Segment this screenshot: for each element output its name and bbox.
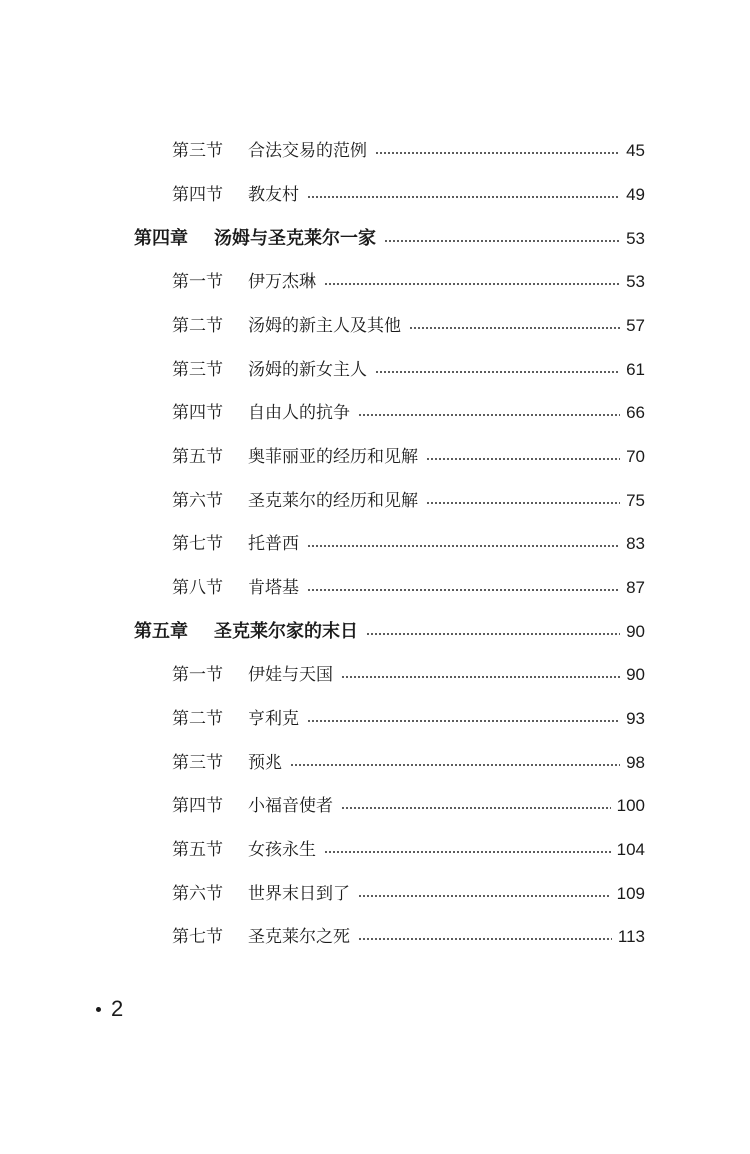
toc-section-label: 第七节 [172, 927, 223, 947]
dot-leader [366, 633, 620, 635]
toc-page-number: 75 [626, 491, 645, 510]
toc-section-title: 圣克莱尔的经历和见解 [248, 491, 418, 511]
toc-page-number: 90 [626, 665, 645, 684]
toc-section-label: 第七节 [172, 534, 223, 554]
toc-page-number: 104 [616, 840, 645, 859]
toc-chapter-label: 第四章 [134, 228, 188, 249]
toc-page-number: 83 [626, 534, 645, 553]
dot-leader [307, 545, 620, 547]
toc-entry-section [172, 180, 645, 210]
toc-section-label: 第六节 [172, 884, 223, 904]
toc-page-number: 100 [616, 796, 645, 815]
dot-leader [324, 283, 620, 285]
toc-section-title: 奥菲丽亚的经历和见解 [248, 447, 418, 467]
dot-leader [358, 414, 620, 416]
toc-entry-section [172, 922, 645, 952]
toc-section-label: 第五节 [172, 447, 223, 467]
toc-entry-section [172, 879, 645, 909]
dot-leader [307, 196, 620, 198]
toc-section-title: 教友村 [248, 185, 299, 205]
dot-leader [358, 938, 612, 940]
toc-page-number: 53 [626, 272, 645, 291]
toc-entry-section [172, 660, 645, 690]
dot-leader [409, 327, 620, 329]
toc-section-title: 托普西 [248, 534, 299, 554]
toc-section-title: 女孩永生 [248, 840, 316, 860]
toc-section-label: 第八节 [172, 578, 223, 598]
toc-page-number: 57 [626, 316, 645, 335]
toc-section-title: 圣克莱尔之死 [248, 927, 350, 947]
dot-leader [307, 720, 620, 722]
toc-page-number: 87 [626, 578, 645, 597]
toc-entry-section [172, 311, 645, 341]
toc-page-number: 49 [626, 185, 645, 204]
toc-section-title: 汤姆的新主人及其他 [248, 316, 401, 336]
toc-entry-section [172, 835, 645, 865]
dot-leader [358, 895, 611, 897]
toc-entry-section [172, 748, 645, 778]
dot-leader [324, 851, 611, 853]
dot-leader [307, 589, 620, 591]
toc-page-number: 93 [626, 709, 645, 728]
toc-section-title: 伊娃与天国 [248, 665, 333, 685]
toc-section-label: 第三节 [172, 753, 223, 773]
dot-leader [384, 240, 620, 242]
toc-section-label: 第四节 [172, 185, 223, 205]
dot-leader [426, 458, 620, 460]
dot-leader [375, 371, 620, 373]
toc-page-number: 53 [626, 229, 645, 248]
page-folio [96, 996, 123, 1022]
toc-section-title: 合法交易的范例 [248, 141, 367, 161]
toc-chapter-title: 汤姆与圣克莱尔一家 [214, 228, 376, 249]
toc-entry-section [172, 398, 645, 428]
toc-entry-section [172, 704, 645, 734]
toc-entry-section [172, 573, 645, 603]
toc-page-number: 109 [616, 884, 645, 903]
toc-section-label: 第一节 [172, 665, 223, 685]
toc-entry-chapter [134, 617, 645, 647]
toc-page-number: 66 [626, 403, 645, 422]
toc-chapter-title: 圣克莱尔家的末日 [214, 621, 358, 642]
bullet-dot-icon [96, 1007, 101, 1012]
toc-section-label: 第二节 [172, 709, 223, 729]
toc-page-number: 113 [617, 927, 645, 946]
toc-section-label: 第五节 [172, 840, 223, 860]
toc-section-label: 第四节 [172, 403, 223, 423]
toc-section-title: 肯塔基 [248, 578, 299, 598]
toc-entry-section [172, 136, 645, 166]
folio-number: 2 [111, 996, 124, 1021]
dot-leader [341, 676, 620, 678]
toc-page-number: 98 [626, 753, 645, 772]
toc-entry-section [172, 442, 645, 472]
toc-section-title: 汤姆的新女主人 [248, 360, 367, 380]
toc-entry-chapter [134, 224, 645, 254]
toc-page-number: 45 [626, 141, 645, 160]
toc-page-number: 70 [626, 447, 645, 466]
dot-leader [341, 807, 611, 809]
toc-section-title: 自由人的抗争 [248, 403, 350, 423]
toc-section-label: 第一节 [172, 272, 223, 292]
toc-entry-section [172, 529, 645, 559]
dot-leader [426, 502, 620, 504]
toc-entry-section [172, 486, 645, 516]
toc-section-title: 亨利克 [248, 709, 299, 729]
toc-entry-section [172, 267, 645, 297]
toc-section-label: 第六节 [172, 491, 223, 511]
toc-section-label: 第三节 [172, 360, 223, 380]
toc-section-title: 小福音使者 [248, 796, 333, 816]
toc-entry-section [172, 791, 645, 821]
toc-entry-section [172, 355, 645, 385]
toc-section-label: 第三节 [172, 141, 223, 161]
dot-leader [290, 764, 620, 766]
toc-page-number: 61 [626, 360, 645, 379]
toc-section-label: 第二节 [172, 316, 223, 336]
toc-page-number: 90 [626, 622, 645, 641]
toc-section-title: 伊万杰琳 [248, 272, 316, 292]
toc-section-label: 第四节 [172, 796, 223, 816]
dot-leader [375, 152, 620, 154]
toc-chapter-label: 第五章 [134, 621, 188, 642]
toc-section-title: 世界末日到了 [248, 884, 350, 904]
toc-section-title: 预兆 [248, 753, 282, 773]
